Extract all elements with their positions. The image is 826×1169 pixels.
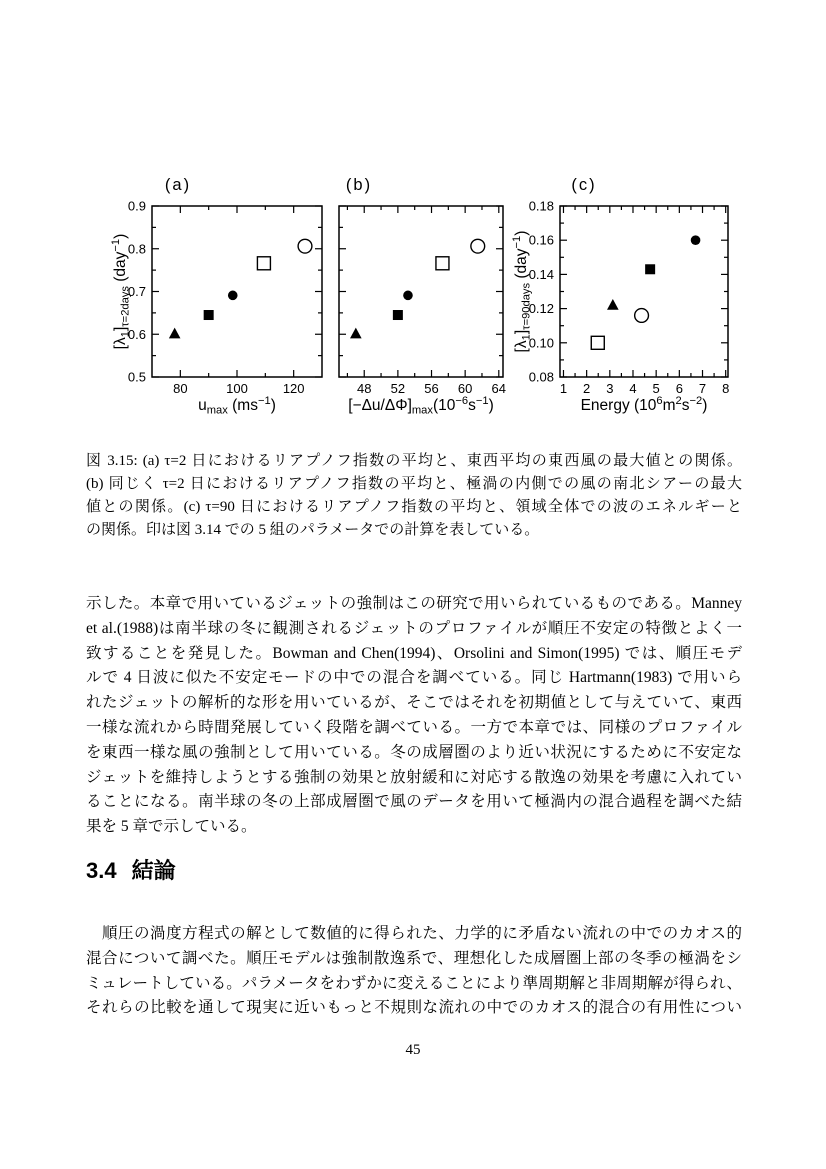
figure-charts [90,158,780,420]
paragraph-2 [86,922,742,1021]
body-text-line: それらの比較を通して現実に近いもっと不規則な流れの中でのカオス的混合の有用性につい [86,999,742,1017]
body-text-line: 致することを発見した。Bowman and Chen(1994)、Orsolini and Simon(1995) では、順圧モデ [86,644,742,662]
x-axis-title: $[-\Delta u/\Delta\Phi]_{max}(10^{-6}s^{-1})$ [348,395,494,417]
y-tick-label: 0.14 [528,266,554,282]
x-tick-label: 8 [722,381,730,396]
section-number: 3.4 [86,858,117,883]
y-tick-label: 0.9 [127,198,146,214]
marker-filled-square [393,310,403,320]
body-text-line: 順圧の渦度方程式の解として数値的に得られた、力学的に矛盾ない流れの中でのカオス的 [102,925,742,942]
y-tick-label: 0.10 [528,335,554,351]
paragraph-1 [86,592,742,840]
y-tick-label: 0.7 [127,284,146,299]
x-tick-label: 48 [356,381,372,396]
marker-open-circle [635,309,649,323]
body-text-line: 一様な流れから時間発展していく段階を調べている。一方で本章では、同様のプロファイル [86,718,742,736]
marker-filled-circle [691,235,701,245]
y-tick-label: 0.8 [127,241,146,257]
chart-c [511,176,729,414]
marker-filled-square [204,310,214,320]
marker-open-square [436,257,449,270]
marker-open-square [257,257,270,270]
marker-filled-circle [403,291,413,301]
panel-border [339,206,503,377]
marker-open-circle [298,239,312,253]
caption-line: (b) 同じく τ=2 日におけるリアプノフ指数の平均と、極渦の内側での風の南北シアーの最大 [86,476,742,492]
body-text-line: ジェットを維持しようとする強制の効果と放射緩和に対応する散逸の効果を考慮に入れてい [86,768,742,786]
marker-filled-triangle [169,328,181,339]
body-text-line: れたジェットの解析的な形を用いているが、そこではそれを初期値として与えていて、東西 [86,694,742,712]
caption-line: 図 3.15: (a) τ=2 日におけるリアプノフ指数の平均と、東西平均の東西風の最大値との関係。 [86,453,742,469]
y-tick-label: 0.16 [528,232,554,248]
body-text-line: ミュレートしている。パラメータをわずかに変えることにより準周期解と非周期解が得られ、 [86,974,742,992]
section-heading [86,856,176,886]
panel-border [152,206,322,377]
panel-border [560,206,728,377]
body-text-line: 示した。本章で用いているジェットの強制はこの研究で用いられているものである。Manney [86,595,742,612]
x-tick-label: 5 [652,381,660,396]
x-tick-label: 6 [675,381,683,396]
y-tick-label: 0.18 [528,198,554,214]
x-tick-label: 100 [226,381,248,396]
x-tick-label: 60 [457,381,473,396]
x-tick-label: 56 [424,381,439,396]
page-number: 45 [405,1042,421,1058]
panel-title: (c) [571,176,597,194]
x-tick-label: 4 [629,381,637,396]
body-text-line: et al.(1988)は南半球の冬に観測されるジェットのプロファイルが順圧不安定の特徴とよく一 [86,619,742,637]
panel-title: (b) [345,176,373,194]
body-text-line: 果を 5 章で示している。 [86,818,257,836]
marker-open-square [591,336,604,349]
chart-b [339,176,506,417]
x-tick-label: 1 [559,381,568,396]
x-tick-label: 52 [390,381,406,396]
panel-title: (a) [164,176,192,194]
x-tick-label: 64 [491,381,507,396]
marker-filled-triangle [607,299,619,310]
figure-caption [86,450,742,542]
body-text-line: 混合について調べた。順圧モデルは強制散逸系で、理想化した成層圏上部の冬季の極渦をシ [86,949,742,967]
caption-line: の関係。印は図 3.14 での 5 組のパラメータでの計算を表している。 [86,522,540,538]
section-title: 結論 [131,858,176,883]
x-tick-label: 2 [583,381,591,396]
caption-line: 値との関係。(c) τ=90 日におけるリアプノフ指数の平均と、領域全体での波のエネルギーと [86,499,742,515]
y-tick-label: 0.12 [528,301,554,317]
y-tick-label: 0.08 [528,369,554,385]
marker-open-circle [471,239,485,253]
x-tick-label: 3 [606,381,614,396]
y-tick-label: 0.6 [127,326,146,342]
y-axis-title: $[\lambda_1]_{\tau=90days}$ (day$^{-1}$) [511,230,533,353]
x-tick-label: 80 [173,381,188,396]
x-tick-label: 7 [698,381,707,396]
marker-filled-square [645,264,655,274]
marker-filled-circle [228,291,238,301]
body-text-line: ることになる。南半球の冬の上部成層圏で風のデータを用いて極渦内の混合過程を調べた結 [86,793,742,811]
body-text-line: ルで 4 日波に似た不安定モードの中での混合を調べている。同じ Hartmann(1983) で用いら [86,669,742,687]
x-tick-label: 120 [282,381,305,396]
chart-a [110,176,322,417]
marker-filled-triangle [350,328,362,339]
body-text-line: を東西一様な風の強制として用いている。冬の成層圏のより近い状況にするために不安定な [86,743,742,761]
x-axis-title: Energy $(10^6m^2s^{-2})$ [580,395,708,414]
y-tick-label: 0.5 [127,369,146,385]
x-axis-title: $u_{max}$ $(ms^{-1})$ [198,395,276,417]
y-axis-title: $[\lambda_1]_{\tau=2days}$ (day$^{-1}$) [110,233,132,350]
